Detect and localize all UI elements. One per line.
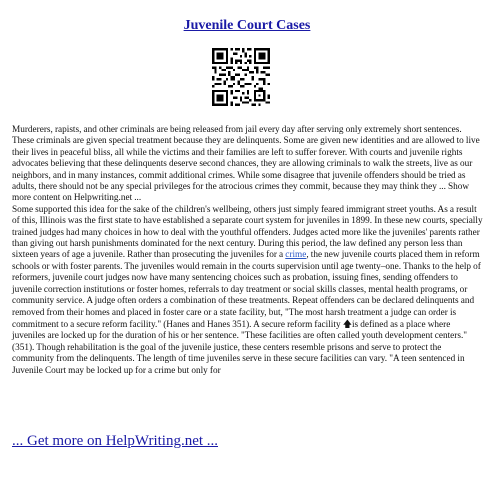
qr-code-icon xyxy=(212,48,270,106)
paragraph-2-part-1: Some supported this idea for the sake of the children's wellbeing, others just simply feared immigrant street youths. As a result of this, Illinois was the first state to have established a separate court system for juveniles in 1899. In these new courts, specially trained judges had many choices in how to deal with the youthful offenders. Judges acted more like the juveniles' parents rather than giving out harsh punishments dominated for the next century. During this period, the law defined any person less than sixteen years of age a juvenile. Rather than prosecuting the juveniles for a xyxy=(12,204,483,261)
article-body xyxy=(12,125,484,377)
crime-link[interactable]: crime xyxy=(285,250,307,261)
paragraph-2 xyxy=(12,205,484,377)
page-title[interactable]: Juvenile Court Cases xyxy=(183,18,311,33)
get-more-link[interactable]: ... Get more on HelpWriting.net ... xyxy=(12,433,219,449)
up-arrow-icon: 🡅 xyxy=(342,318,352,329)
paragraph-2-part-2: , the new juvenile courts placed them in reform schools or with foster parents. The juveniles would remain in the courts supervision until age twenty–one. Thanks to the help of reformers, juvenile court judges now have many sentencing choices such as probation, issuing fines, sending offenders to juvenile correction institutions or foster homes, referrals to day treatment or social skills classes, mental health programs, or community service. A judge often orders a combination of these treatments. Repeat offenders can be declared delinquents and removed from their homes and placed in foster care or a state facility, but, "The most harsh treatment a judge can order is commitment to a secure reform facility." (Hanes and Hanes 351). A secure reform facility xyxy=(12,250,481,330)
paragraph-2-part-3: is defined as a place where juveniles are locked up for the duration of his or her sentence. "These facilities are often called youth development centers." (351). Though rehabilitation is the goal of the juvenile justice, these centers resemble prisons and serve to protect the community from the delinquents. The length of time juveniles serve in these secure facilities can vary. "A teen sentenced in Juvenile Court may be locked up for a crime but only for xyxy=(12,319,468,376)
paragraph-1: Murderers, rapists, and other criminals are being released from jail every day after serving only extremely short sentences. These criminals are given special treatment because they are delinquents. Some are given new identities and are allowed to live their lives in peaceful bliss, all while the victims and their families are left to suffer forever. With courts and juvenile rights advocates believing that these delinquents deserve second chances, they are allowing criminals to walk the streets, live as our neighbors, and in many instances, commit additional crimes. While some disagree that juvenile offenders should be tried as adults, there should not be any special privileges for the atrocious crimes they commit, because they may think they ... Show more content on Helpwriting.net ... xyxy=(12,125,480,204)
